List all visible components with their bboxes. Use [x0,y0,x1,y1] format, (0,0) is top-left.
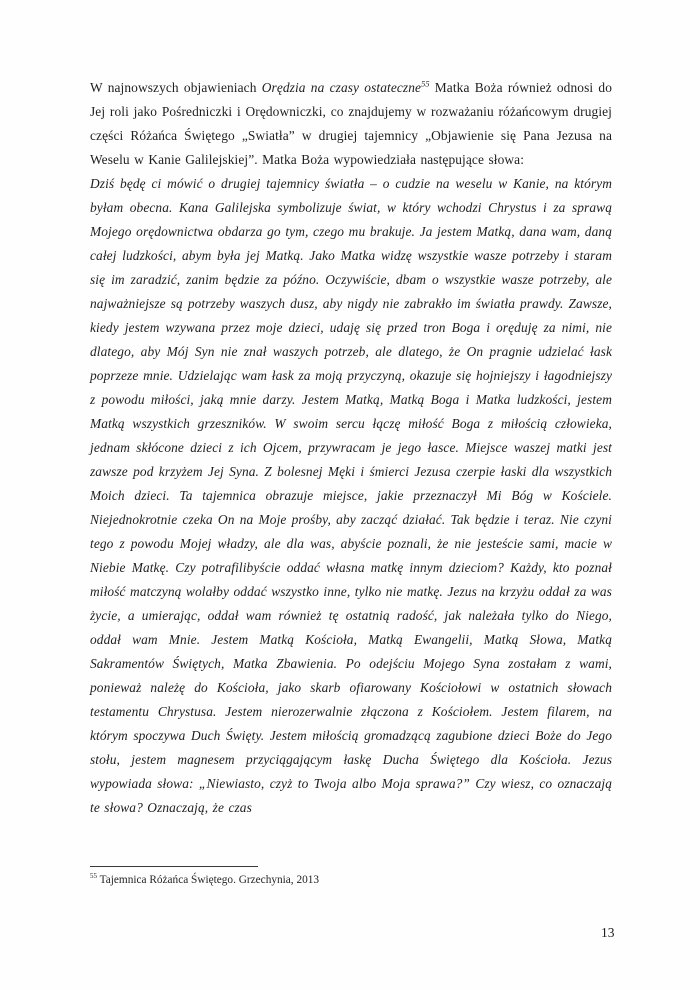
footnote-divider [90,866,258,867]
intro-paragraph [90,76,612,172]
footnote-marker: 55 [90,872,97,881]
intro-text-before-title: W najnowszych objawieniach [90,80,262,95]
footnote-reference: 55 [421,79,430,89]
footnote [90,873,612,888]
footnote-area [90,866,612,888]
text-block [90,76,612,820]
page-number: 13 [601,925,615,940]
book-title: Orędzia na czasy ostateczne [261,80,422,95]
footnote-text: Tajemnica Różańca Świętego. Grzechynia, 2013 [99,874,320,886]
quote-paragraph: Dziś będę ci mówić o drugiej tajemnicy światła – o cudzie na weselu w Kanie, na którym byłam obecna. Kana Galilejska symbolizuje świat, w który wchodzi Chrystus i za sprawą Mojego orędownictwa obdarza go tym, czego mu brakuje. Ja jestem Matką, dana wam, daną całej ludzkości, abym była jej Matką. Jako Matka widzę wszystkie wasze potrzeby i staram się im zaradzić, zanim będzie za późno. Oczywiście, dbam o wszystkie wasze potrzeby, ale najważniejsze są potrzeby waszych dusz, aby nigdy nie zabrakło im światła prawdy. Zawsze, kiedy jestem wzywana przez moje dzieci, udaję się przed tron Boga i oręduję za nimi, nie dlatego, aby Mój Syn nie znał waszych potrzeb, ale dlatego, że On pragnie udzielać łask poprzeze mnie. Udzielając wam łask za moją przyczyną, okazuje się hojniejszy i łagodniejszy z powodu miłości, jaką mnie darzy. Jestem Matką, Matką Boga i Matka ludzkości, jestem Matką wszystkich grzeszników. W swoim sercu łączę miłość Boga z miłością człowieka, jednam skłócone dzieci z ich Ojcem, przywracam je jego łasce. Miejsce waszej matki jest zawsze pod krzyżem Jej Syna. Z bolesnej Męki i śmierci Jezusa czerpie łaski dla wszystkich Moich dzieci. Ta tajemnica obrazuje miejsce, jakie przeznaczył Mi Bóg w Kościele. Niejednokrotnie czeka On na Moje prośby, aby zacząć działać. Tak będzie i teraz. Nie czyni tego z powodu Mojej władzy, ale dla was, abyście poznali, że nie jesteście sami, macie w Niebie Matkę. Czy potrafilibyście oddać własna matkę innym dzieciom? Każdy, kto poznał miłość matczyną wolałby oddać wszystko inne, tylko nie matkę. Jezus na krzyżu oddał za was życie, a umierając, oddał wam również tę ostatnią radość, jak należała tylko do Niego, oddał wam Mnie. Jestem Matką Kościoła, Matką Ewangelii, Matką Słowa, Matką Sakramentów Świętych, Matka Zbawienia. Po odejściu Mojego Syna zostałam z wami, ponieważ należę do Kościoła, jako skarb ofiarowany Kościołowi w ostatnich słowach testamentu Chrystusa. Jestem nierozerwalnie złączona z Kościołem. Jestem filarem, na którym spoczywa Duch Święty. Jestem miłością gromadzącą zagubione dzieci Boże do Jego stołu, jestem magnesem przyciągającym łaskę Ducha Świętego dla Kościoła. Jezus wypowiada słowa: „Niewiasto, czyż to Twoja albo Moja sprawa?” Czy wiesz, co oznaczają te słowa? Oznaczają, że czas [90,176,612,815]
intro-text-after-title: Matka Boża również odnosi do Jej roli jako Pośredniczki i Orędowniczki, co znajdujemy w rozważaniu różańcowym drugiej części Różańca Świętego „Swiatła” w drugiej tajemnicy „Objawienie się Pana Jezusa na Weselu w Kanie Galilejskiej”. Matka Boża wypowiedziała następujące słowa: [90,80,612,167]
